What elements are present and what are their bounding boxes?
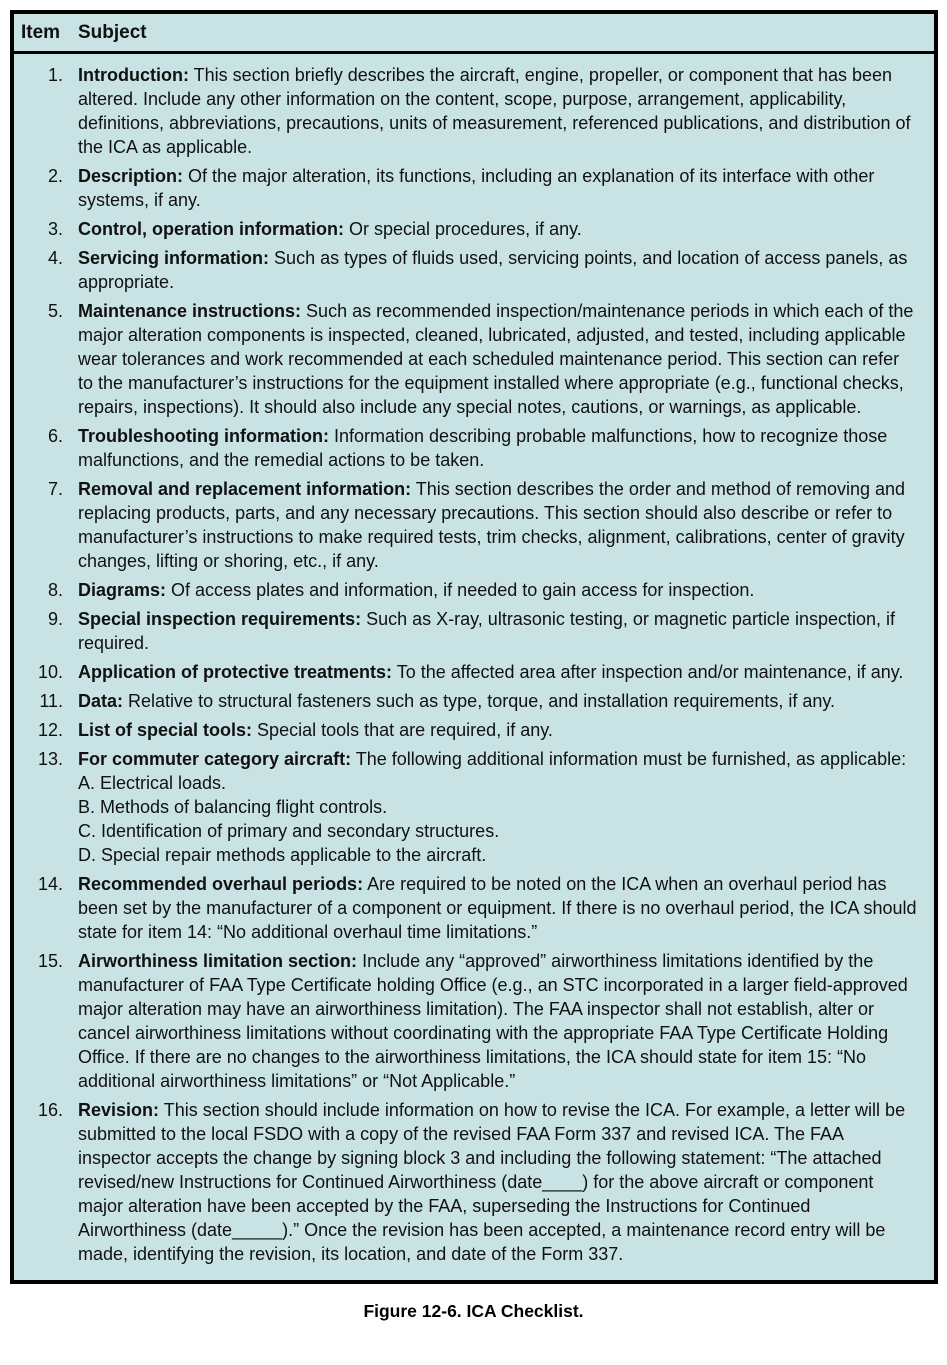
- item-text: The following additional information must be furnished, as applicable:: [355, 749, 907, 769]
- table-row: [14, 607, 934, 655]
- item-number: 5.: [47, 301, 63, 321]
- item-number: 7.: [47, 479, 63, 499]
- item-label: Introduction:: [78, 65, 189, 85]
- table-row: [14, 689, 934, 713]
- item-paragraph: [78, 164, 918, 212]
- table-row: [14, 949, 934, 1093]
- item-content: [78, 63, 934, 159]
- item-content: [78, 299, 934, 419]
- item-label: List of special tools:: [78, 720, 253, 740]
- header-subject: Subject: [78, 22, 147, 43]
- table-row: [14, 477, 934, 573]
- item-paragraph: [78, 872, 918, 944]
- item-label: Description:: [78, 166, 184, 186]
- ica-checklist-table: [10, 10, 938, 1284]
- item-text: To the affected area after inspection and/or maintenance, if any.: [396, 662, 904, 682]
- item-subitem: D. Special repair methods applicable to the aircraft.: [78, 845, 487, 865]
- item-content: [78, 164, 934, 212]
- item-number: 2.: [47, 166, 63, 186]
- item-paragraph: [78, 477, 918, 573]
- item-content: [78, 217, 934, 241]
- item-label: Special inspection requirements:: [78, 609, 362, 629]
- item-paragraph: [78, 299, 918, 419]
- item-number: 4.: [47, 248, 63, 268]
- item-text: Special tools that are required, if any.: [257, 720, 553, 740]
- item-paragraph: [78, 660, 918, 684]
- table-row: [14, 578, 934, 602]
- item-paragraph: [78, 578, 918, 602]
- item-label: Servicing information:: [78, 248, 270, 268]
- item-content: [78, 607, 934, 655]
- item-paragraph: [78, 689, 918, 713]
- item-content: [78, 578, 934, 602]
- item-paragraph: [78, 63, 918, 159]
- item-paragraph: [78, 217, 918, 241]
- item-text: Such as X-ray, ultrasonic testing, or magnetic particle inspection, if required.: [78, 609, 896, 653]
- table-row: [14, 299, 934, 419]
- item-label: Diagrams:: [78, 580, 167, 600]
- item-number: 3.: [47, 219, 63, 239]
- item-content: [78, 660, 934, 684]
- item-text: This section briefly describes the aircraft, engine, propeller, or component that has been altered. Include any other information on the content, scope, purpose, arrangement, applicability, definitions, abbreviations, precautions, units of measurement, referenced publications, and distribution of the ICA as applicable.: [78, 65, 911, 157]
- item-number: 1.: [47, 65, 63, 85]
- item-content: [78, 718, 934, 742]
- item-number: 14.: [37, 874, 63, 894]
- item-text: Of access plates and information, if needed to gain access for inspection.: [171, 580, 755, 600]
- item-label: Recommended overhaul periods:: [78, 874, 364, 894]
- item-content: [78, 689, 934, 713]
- item-paragraph: [78, 424, 918, 472]
- item-paragraph: [78, 1098, 918, 1266]
- item-content: [78, 747, 934, 867]
- header-item: Item: [21, 22, 61, 43]
- item-subitem: B. Methods of balancing flight controls.: [78, 797, 388, 817]
- table-row: [14, 718, 934, 742]
- item-paragraph: [78, 718, 918, 742]
- item-number: 15.: [37, 951, 63, 971]
- item-text: Are required to be noted on the ICA when an overhaul period has been set by the manufacturer of a component or equipment. If there is no overhaul period, the ICA should state for item 14: “No additional overhaul time limitations.”: [78, 874, 917, 942]
- item-number: 9.: [47, 609, 63, 629]
- item-content: [78, 949, 934, 1093]
- item-label: Application of protective treatments:: [78, 662, 393, 682]
- table-body: [14, 54, 934, 1280]
- item-subitem: C. Identification of primary and secondary structures.: [78, 821, 500, 841]
- table-header: [14, 14, 934, 54]
- item-text: Include any “approved” airworthiness limitations identified by the manufacturer of FAA Type Certificate holding Office (e.g., an STC incorporated in a larger field-approved major alteration may have an airworthiness limitation). The FAA inspector shall not establish, alter or cancel airworthiness limitations without coordinating with the appropriate FAA Type Certificate Holding Office. If there are no changes to the airworthiness limitations, the ICA should state for item 15: “No additional airworthiness limitations” or “Not Applicable.”: [78, 951, 908, 1091]
- item-label: Maintenance instructions:: [78, 301, 302, 321]
- table-row: [14, 63, 934, 159]
- item-text: Such as recommended inspection/maintenance periods in which each of the major alteration components is inspected, cleaned, lubricated, adjusted, and tested, including applicable wear tolerances and work recommended at each scheduled maintenance period. This section can refer to the manufacturer’s instructions for the equipment installed where appropriate (e.g., functional checks, repairs, inspections). It should also include any special notes, cautions, or warnings, as applicable.: [78, 301, 914, 417]
- item-number: 11.: [39, 691, 63, 711]
- item-text: Information describing probable malfunctions, how to recognize those malfunctions, and the remedial actions to be taken.: [78, 426, 888, 470]
- item-number: 6.: [47, 426, 63, 446]
- item-label: For commuter category aircraft:: [78, 749, 352, 769]
- item-text: Or special procedures, if any.: [349, 219, 582, 239]
- figure-caption: Figure 12-6. ICA Checklist.: [363, 1301, 584, 1321]
- item-label: Troubleshooting information:: [78, 426, 329, 446]
- table-row: [14, 246, 934, 294]
- table-row: [14, 747, 934, 867]
- item-label: Data:: [78, 691, 124, 711]
- item-label: Removal and replacement information:: [78, 479, 412, 499]
- item-number: 16.: [37, 1100, 63, 1120]
- item-text: Such as types of fluids used, servicing points, and location of access panels, as appropriate.: [78, 248, 908, 292]
- item-content: [78, 872, 934, 944]
- table-row: [14, 164, 934, 212]
- table-row: [14, 1098, 934, 1266]
- item-label: Airworthiness limitation section:: [78, 951, 358, 971]
- item-content: [78, 1098, 934, 1266]
- item-content: [78, 477, 934, 573]
- item-number: 12.: [37, 720, 63, 740]
- table-row: [14, 217, 934, 241]
- item-number: 8.: [47, 580, 63, 600]
- item-content: [78, 246, 934, 294]
- item-paragraph: [78, 949, 918, 1093]
- item-number: 10.: [37, 662, 63, 682]
- item-subitem: A. Electrical loads.: [78, 773, 227, 793]
- table-row: [14, 872, 934, 944]
- item-text: This section should include information on how to revise the ICA. For example, a letter will be submitted to the local FSDO with a copy of the revised FAA Form 337 and revised ICA. The FAA inspector accepts the change by signing block 3 and including the following statement: “The attached revised/new Instructions for Continued Airworthiness (date____) for the above aircraft or component major alteration have been accepted by the FAA, superseding the Instructions for Continued Airworthiness (date_____).” Once the revision has been accepted, a maintenance record entry will be made, identifying the revision, its location, and date of the Form 337.: [78, 1100, 906, 1264]
- table-row: [14, 424, 934, 472]
- item-label: Revision:: [78, 1100, 160, 1120]
- item-paragraph: [78, 607, 918, 655]
- item-paragraph: [78, 747, 918, 771]
- table-row: [14, 660, 934, 684]
- item-number: 13.: [37, 749, 63, 769]
- item-text: Of the major alteration, its functions, including an explanation of its interface with other systems, if any.: [78, 166, 875, 210]
- item-label: Control, operation information:: [78, 219, 344, 239]
- item-text: Relative to structural fasteners such as type, torque, and installation requirements, if any.: [128, 691, 836, 711]
- item-paragraph: [78, 246, 918, 294]
- item-text: This section describes the order and method of removing and replacing products, parts, and any necessary precautions. This section should also describe or refer to manufacturer’s instructions to make required tests, trim checks, alignment, calibrations, center of gravity changes, lifting or shoring, etc., if any.: [78, 479, 906, 571]
- item-content: [78, 424, 934, 472]
